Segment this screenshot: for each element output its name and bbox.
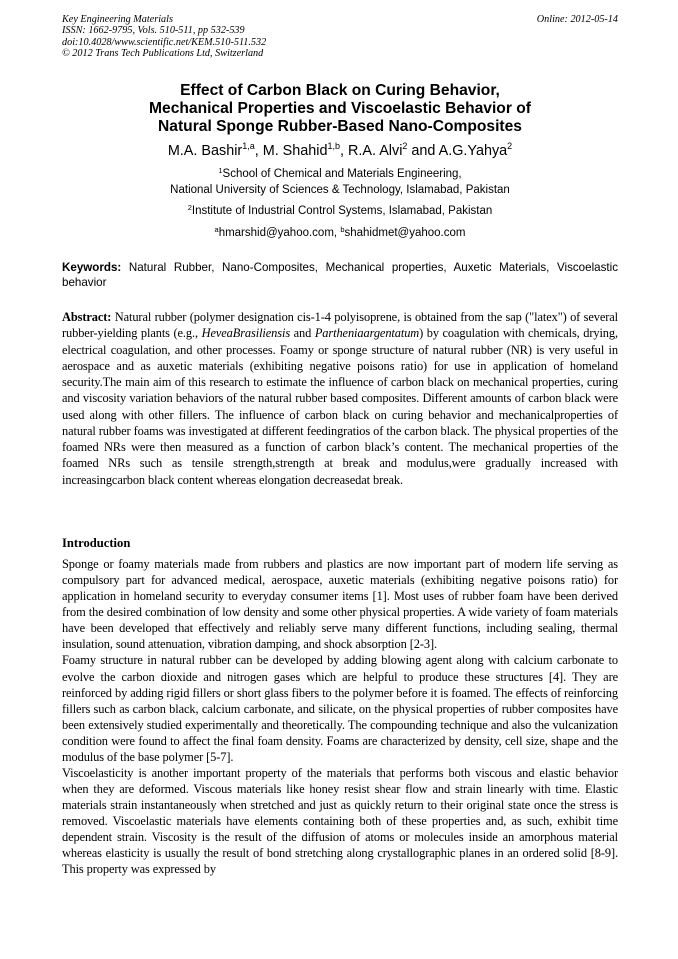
- issn-line: ISSN: 1662-9795, Vols. 510-511, pp 532-539: [62, 25, 245, 37]
- author-separator: ,: [340, 143, 349, 159]
- affiliation-2-text: Institute of Industrial Control Systems, Islamabad, Pakistan: [191, 205, 493, 217]
- abstract-species-1: HeveaBrasiliensis: [201, 326, 291, 341]
- introduction-paragraph-1: Sponge or foamy materials made from rubbers and plastics are now important part of modern life serving as compulsory part for advanced medical, aerospace, auxetic materials (exhibiting negative poisons ratio) for application in homeland security to everyday consumer items [1]. Most uses of rubber foam have been derived from the desired combination of low density and some other physical properties. A wide variety of foam materials have been developed that effectively and reliably serve many different functions, including sealing, thermal insulation, sound attenuation, vibration damping, and shock absorption [2-3].: [62, 557, 618, 652]
- author-separator: and: [407, 143, 439, 159]
- keywords-text: Natural Rubber, Nano-Composites, Mechanical properties, Auxetic Materials, Viscoelastic behavior: [62, 261, 618, 290]
- email-line: [62, 225, 618, 241]
- abstract-species-2: Partheniaargentatum: [314, 326, 420, 341]
- author-alvi: R.A. Alvi: [348, 143, 403, 159]
- author-yahya-affil: 2: [507, 141, 513, 151]
- introduction-heading: Introduction: [62, 536, 131, 550]
- online-date: Online: 2012-05-14: [536, 14, 618, 25]
- title-line-3: Natural Sponge Rubber-Based Nano-Composites: [158, 118, 522, 136]
- title-line-1: Effect of Carbon Black on Curing Behavior,: [180, 82, 500, 99]
- author-yahya: A.G.Yahya: [438, 143, 508, 159]
- email-b[interactable]: shahidmet@yahoo.com: [344, 227, 466, 239]
- introduction-paragraph-3: Viscoelasticity is another important property of the materials that performs both viscous and elastic behavior when they are deformed. Viscous materials like honey resist shear flow and strain linearly with time. Elastic materials strain instantaneously when stretched and just as quickly return to their original state once the stress is removed. Viscoelastic materials have elements containing both of these properties and, as such, exhibit time dependent strain. Viscosity is the result of the diffusion of atoms or molecules inside an amorphous material whereas elasticity is usually the result of bond stretching along crystallographic planes in an ordered solid [8-9]. This property was expressed by: [62, 766, 618, 877]
- keywords-label: Keywords:: [62, 261, 122, 274]
- abstract-text-1: Natural rubber (polymer designation cis-1-4 polyisoprene, is obtained from the sap ("latex") of several rubber-yielding plants (e.g.,: [62, 310, 618, 341]
- author-list: [62, 142, 618, 160]
- author-shahid-affil: 1,b: [327, 141, 341, 151]
- author-bashir: M.A. Bashir: [167, 143, 243, 159]
- author-alvi-affil: 2: [402, 141, 408, 151]
- author-separator: ,: [254, 143, 263, 159]
- abstract: [62, 309, 618, 488]
- paper-title: [62, 82, 618, 137]
- email-a-marker: a: [214, 225, 219, 234]
- author-bashir-affil: 1,a: [242, 141, 255, 151]
- copyright-line: © 2012 Trans Tech Publications Ltd, Switzerland: [62, 47, 264, 59]
- affiliation-1-marker: 1: [218, 166, 223, 175]
- abstract-and: and: [290, 326, 315, 341]
- doi-line[interactable]: doi:10.4028/www.scientific.net/KEM.510-511.532: [62, 36, 267, 48]
- abstract-label: Abstract:: [62, 310, 112, 324]
- affiliation-1-line-2: National University of Sciences & Technology, Islamabad, Pakistan: [170, 184, 510, 196]
- affiliation-1: [62, 166, 618, 198]
- keywords: [62, 260, 618, 291]
- affiliation-2-marker: 2: [187, 203, 192, 212]
- email-b-marker: b: [340, 225, 345, 234]
- journal-header: [62, 14, 618, 59]
- journal-name: Key Engineering Materials: [62, 14, 173, 25]
- abstract-text-2: ) by coagulation with chemicals, drying, electrical coagulation, and other processes. Foamy or sponge structure of natural rubber (NR) is very useful in aerospace and as auxetic materials (exhibiting negative poisons ratio) for use in application of homeland security.The main aim of this research to estimate the influence of carbon black on mechanical properties, curing and viscosity variation behaviors of the natural rubber based composites. Different amounts of carbon black were used along with other fillers. The influence of carbon black on curing behavior and mechanicalproperties of natural rubber foams was investigated at different feedingratios of the carbon black. The physical properties of the foamed NRs were then measured as a function of carbon black’s content. The mechanical properties of the foamed NRs such as tensile strength,strength at break and modulus,were gradually increased with increasingcarbon black content whereas elongation decreasedat break.: [62, 326, 618, 487]
- email-a[interactable]: hmarshid@yahoo.com,: [218, 227, 341, 239]
- introduction-paragraph-2: Foamy structure in natural rubber can be developed by adding blowing agent along with calcium carbonate to evolve the carbon dioxide and nitrogen gases which are helpful to produce these structures [4]. They are reinforced by adding rigid fillers or short glass fibers to the polymer before it is foamed. The effects of reinforcing fillers such as carbon black, calcium carbonate, and silicate, on the physical properties of rubber composites have been extensively studied experimentally and theoretically. The compounding technique and also the vulcanization condition were found to affect the final foam density. Foams are characterized by density, cell size, shape and the modulus of the base polymer [5-7].: [62, 653, 618, 764]
- affiliation-2: [62, 203, 618, 219]
- introduction-body: [62, 556, 618, 878]
- title-line-2: Mechanical Properties and Viscoelastic Behavior of: [149, 100, 531, 118]
- affiliation-1-line-1: School of Chemical and Materials Engineering,: [222, 168, 462, 180]
- author-shahid: M. Shahid: [262, 143, 328, 159]
